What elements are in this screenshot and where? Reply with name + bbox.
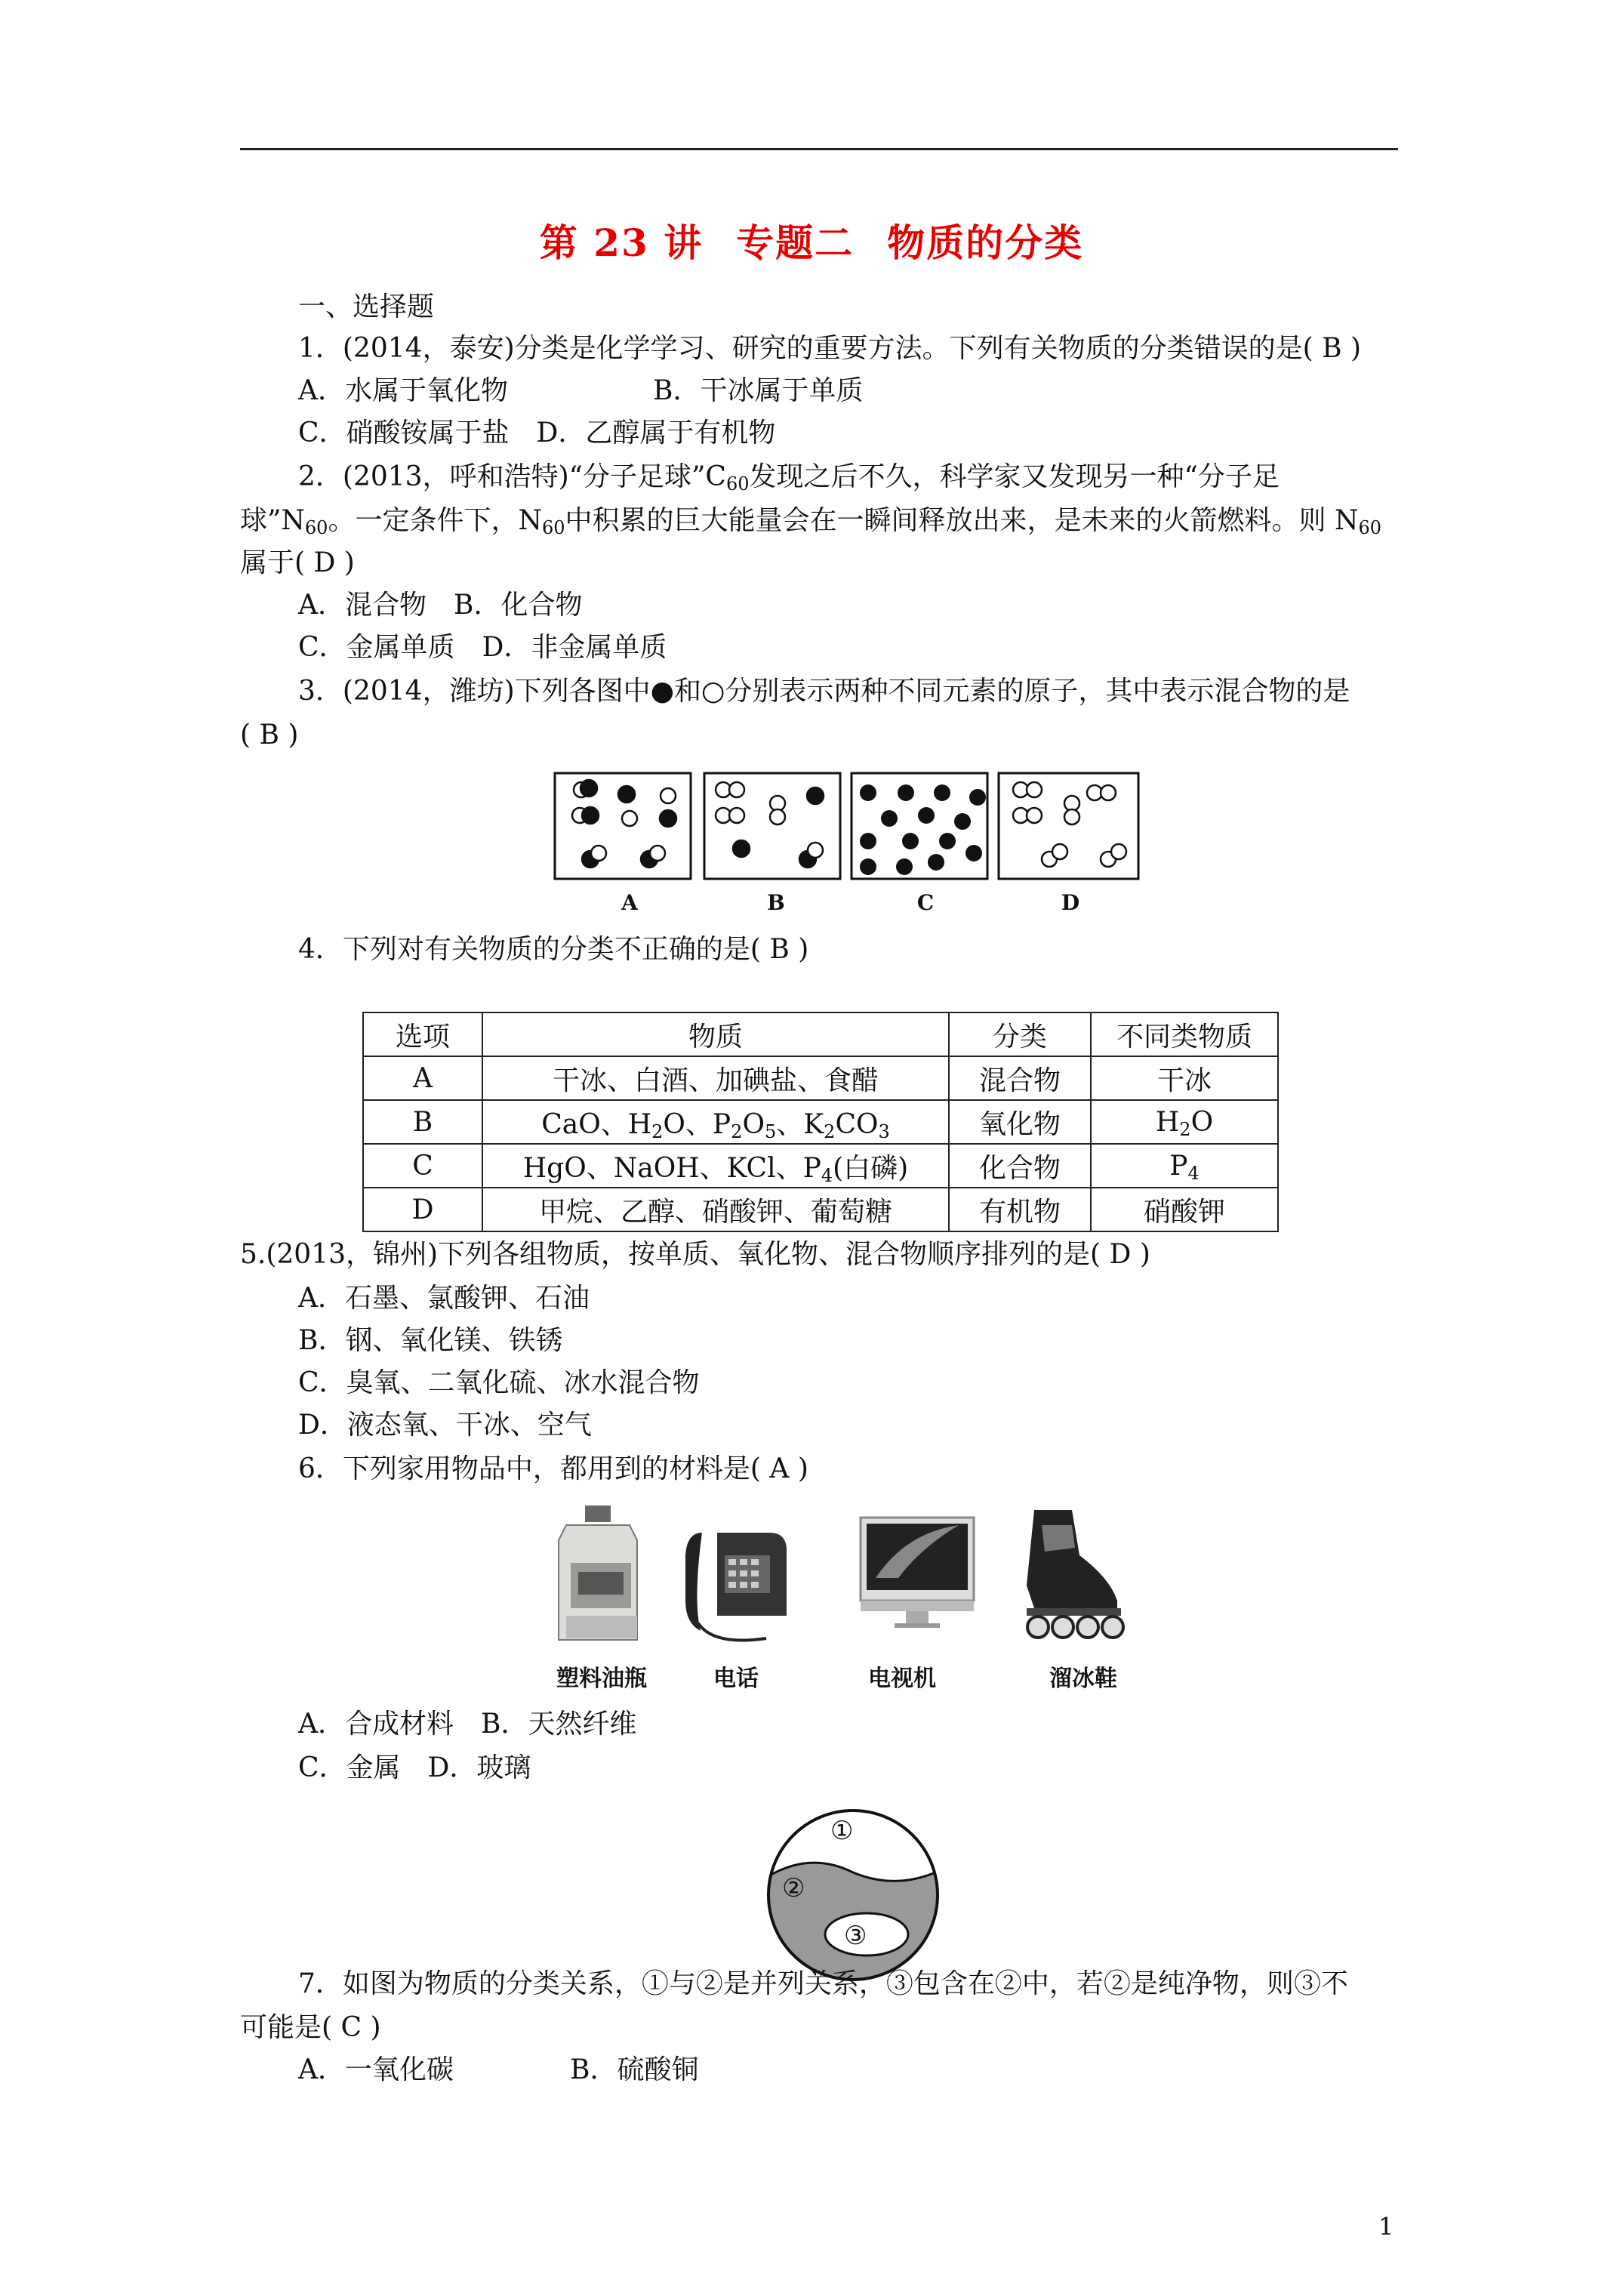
page-title <box>0 213 1623 267</box>
caption-telephone: 电话 <box>713 1666 759 1692</box>
q4-stem: 4．下列对有关物质的分类不正确的是( B ) <box>298 934 809 965</box>
q1-stem: 1．(2014，泰安)分类是化学学习、研究的重要方法。下列有关物质的分类错误的是( B ) <box>298 333 1362 364</box>
q1-option-a: A．水属于氧化物 <box>298 375 508 406</box>
label-circle-3: ③ <box>844 1921 867 1951</box>
q1-options-ab <box>298 374 863 408</box>
table-row: A 干冰、白酒、加碘盐、食醋 混合物 干冰 <box>363 1056 1278 1100</box>
q3-molecule-diagram <box>551 770 1147 921</box>
q7-line1: 7．如图为物质的分类关系，①与②是并列关系，③包含在②中，若②是纯净物，则③不 <box>298 1968 1348 1999</box>
q5-option-a: A．石墨、氯酸钾、石油 <box>298 1283 590 1314</box>
title-topic: 专题二 <box>736 220 855 265</box>
monitor-icon <box>861 1518 974 1628</box>
label-circle-1: ① <box>830 1816 854 1846</box>
q7-venn-diagram <box>762 1804 944 1986</box>
caption-oil-bottle: 塑料油瓶 <box>556 1666 647 1692</box>
q6-product-images <box>544 1502 1163 1653</box>
title-lecture: 第 23 讲 <box>539 220 704 265</box>
label-a: A <box>621 890 638 915</box>
q2-options-cd: C．金属单质 D．非金属单质 <box>298 632 667 663</box>
roller-skate-icon <box>1027 1510 1123 1638</box>
caption-tv: 电视机 <box>868 1666 936 1692</box>
q1-options-cd: C．硝酸铵属于盐 D．乙醇属于有机物 <box>298 418 776 448</box>
table-row: D 甲烷、乙醇、硝酸钾、葡萄糖 有机物 硝酸钾 <box>363 1188 1278 1231</box>
caption-skate: 溜冰鞋 <box>1049 1666 1117 1692</box>
telephone-icon <box>685 1533 787 1641</box>
header-different: 不同类物质 <box>1091 1012 1278 1056</box>
label-c: C <box>916 890 935 915</box>
q5-stem: 5.(2013，锦州)下列各组物质，按单质、氧化物、混合物顺序排列的是( D ) <box>240 1239 1150 1270</box>
header-option: 选项 <box>363 1012 482 1056</box>
table-row: B CaO、$H_2O$、$P_2O_5$、$K_2CO_3$ 氧化物 $H_2O$ <box>363 1100 1278 1144</box>
q6-options-ab: A．合成材料 B．天然纤维 <box>298 1709 637 1740</box>
q2-line2: 球$”N_{60}$。一定条件下，$N_{60}$中积累的巨大能量会在一瞬间释放出来，是未来的火箭燃料。则 $N_{60}$ <box>240 505 1382 538</box>
label-d: D <box>1061 890 1080 915</box>
section-heading: 一、选择题 <box>298 291 435 322</box>
header-substance: 物质 <box>482 1012 949 1056</box>
oil-bottle-icon <box>559 1505 637 1640</box>
q2-line1: 2．(2013，呼和浩特)“分子足球$”C_{60}$发现之后不久，科学家又发现另一种“分子足 <box>298 461 1280 495</box>
table-row: C HgO、NaOH、KCl、$P_4$(白磷) 化合物 $P_4$ <box>363 1144 1278 1188</box>
label-b: B <box>767 890 785 915</box>
title-subject: 物质的分类 <box>887 220 1084 265</box>
q3-line2: ( B ) <box>240 720 299 750</box>
q5-option-d: D．液态氧、干冰、空气 <box>298 1410 592 1441</box>
q2-line3: 属于( D ) <box>240 547 355 578</box>
table-header-row <box>363 1012 1278 1056</box>
q7-option-b: B．硫酸铜 <box>570 2054 699 2085</box>
q6-stem: 6．下列家用物品中，都用到的材料是( A ) <box>298 1453 808 1484</box>
q7-options-ab <box>298 2054 698 2087</box>
label-circle-2: ② <box>782 1873 805 1903</box>
q4-table <box>362 1012 1279 1232</box>
header-class: 分类 <box>949 1012 1091 1056</box>
q6-options-cd: C．金属 D．玻璃 <box>298 1752 531 1783</box>
q5-option-b: B．钢、氧化镁、铁锈 <box>298 1325 563 1356</box>
q5-option-c: C．臭氧、二氧化硫、冰水混合物 <box>298 1367 700 1398</box>
q2-options-ab: A．混合物 B．化合物 <box>298 590 583 621</box>
q7-line2: 可能是( C ) <box>240 2012 381 2043</box>
q1-option-b: B．干冰属于单质 <box>653 375 864 406</box>
q7-option-a: A．一氧化碳 <box>298 2054 454 2085</box>
q3-line1: 3．(2014，潍坊)下列各图中●和○分别表示两种不同元素的原子，其中表示混合物的是 <box>298 676 1350 707</box>
header-rule <box>240 148 1398 150</box>
page-number: 1 <box>1378 2212 1394 2241</box>
